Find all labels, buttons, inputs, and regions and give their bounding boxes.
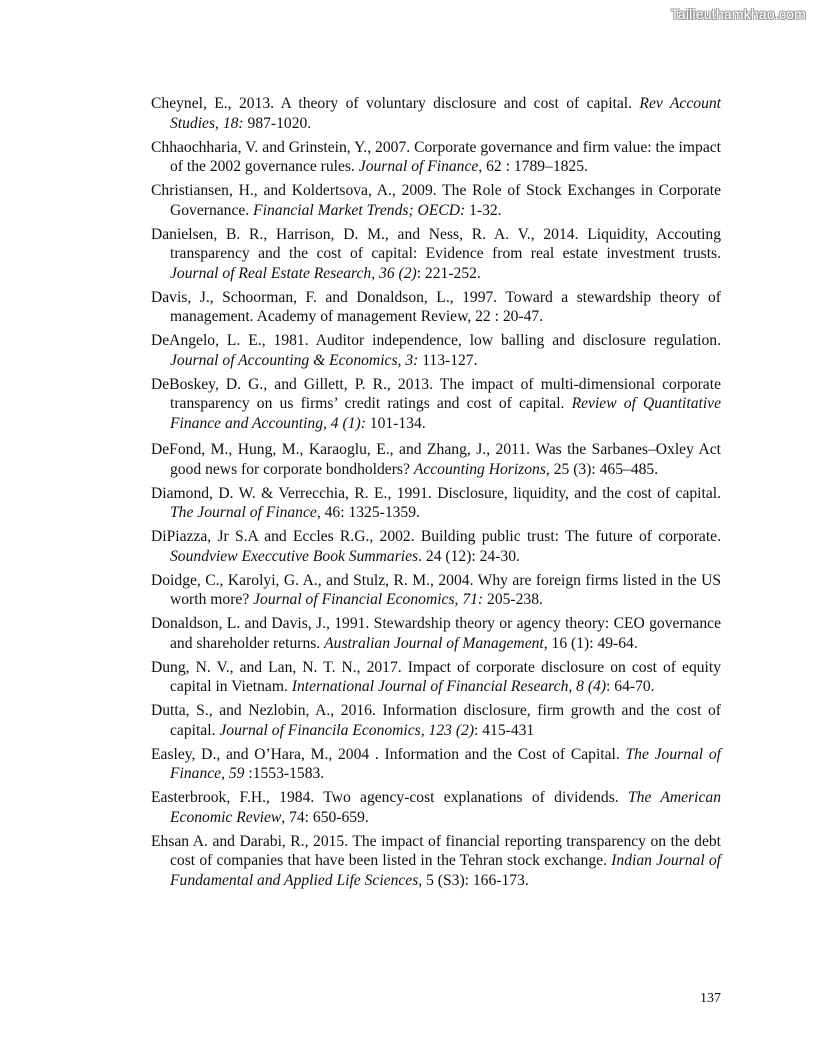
reference-source-italic: Australian Journal of Management [324,634,544,652]
reference-entry [151,527,721,566]
reference-source-italic: Journal of Financila Economics, 123 (2) [219,721,475,739]
reference-source-italic: Journal of Financial Economics, 71: [253,591,484,608]
reference-entry [151,701,721,740]
reference-list [151,94,721,895]
reference-text: Davis, J., Schoorman, F. and Donaldson, L., 1997. Toward a stewardship theory of management. Academy of management Review, 22 : 20-47. [151,288,721,325]
reference-entry [151,331,721,370]
reference-text: , 62 : 1789–1825. [478,158,588,175]
reference-entry [151,658,721,697]
reference-source-italic: Journal of Real Estate Research, 36 (2) [170,264,417,282]
reference-text: . 24 (12): 24-30. [418,547,520,565]
reference-text: Easley, D., and O’Hara, M., 2004 . Information and the Cost of Capital. [151,745,626,763]
reference-text: Cheynel, E., 2013. A theory of voluntary disclosure and cost of capital. [151,95,640,112]
reference-entry [151,571,721,610]
reference-entry [151,288,721,327]
reference-source-italic: Financial Market Trends; OECD: [253,201,466,219]
reference-entry [151,138,721,177]
page-number: 137 [700,991,721,1006]
reference-entry [151,94,721,133]
reference-text: : 415-431 [474,721,535,739]
reference-entry [151,832,721,891]
reference-text: Donaldson, L. and Davis, J., 1991. Stewardship theory or agency theory: CEO governance and shareholder returns. [151,615,721,652]
reference-text: Dung, N. V., and Lan, N. T. N., 2017. Impact of corporate disclosure on cost of equity capital in Vietnam. [151,658,721,695]
reference-entry [151,614,721,653]
reference-entry [151,484,721,523]
watermark: Tailieuthamkhao.com [670,6,806,22]
reference-text: Diamond, D. W. & Verrecchia, R. E., 1991. Disclosure, liquidity, and the cost of capital. [151,484,721,502]
reference-source-italic: Journal of Finance [358,158,479,175]
reference-source-italic: The Journal of Finance, 59 [170,745,721,782]
reference-entry [151,745,721,784]
reference-text: , 46: 1325-1359. [316,504,420,521]
reference-entry [151,181,721,220]
reference-text: Doidge, C., Karolyi, G. A., and Stulz, R. M., 2004. Why are foreign firms listed in the US worth more? [151,571,721,608]
reference-source-italic: Journal of Accounting & Economics, 3: [170,351,419,369]
reference-text: Christiansen, H., and Koldertsova, A., 2009. The Role of Stock Exchanges in Corporate Governance. [151,182,721,219]
reference-text: 101-134. [365,414,426,432]
reference-text: Ehsan A. and Darabi, R., 2015. The impact of financial reporting transparency on the debt cost of companies that have been listed in the Tehran stock exchange. [151,832,721,869]
reference-source-italic: Indian Journal of Fundamental and Applied Life Sciences [170,852,722,889]
reference-entry [151,375,721,434]
reference-text: , 74: 650-659. [281,808,369,826]
reference-text: DeAngelo, L. E., 1981. Auditor independence, low balling and disclosure regulation. [151,332,721,349]
reference-text: 205-238. [483,591,543,608]
reference-text: DiPiazza, Jr S.A and Eccles R.G., 2002. Building public trust: The future of corporate. [151,528,721,545]
reference-source-italic: The American Economic Review [170,789,721,826]
reference-text: Danielsen, B. R., Harrison, D. M., and Ness, R. A. V., 2014. Liquidity, Accouting transparency and the cost of capital: Evidence from real estate investment trusts. [151,225,721,262]
reference-text: : 64-70. [606,678,655,695]
reference-text: Easterbrook, F.H., 1984. Two agency-cost explanations of dividends. [151,789,628,806]
reference-source-italic: Rev Account Studies, 18: [170,95,721,132]
reference-text: DeFond, M., Hung, M., Karaoglu, E., and Zhang, J., 2011. Was the Sarbanes–Oxley Act good news for corporate bondholders? [151,441,721,478]
reference-text: 113-127. [418,351,478,369]
reference-text: 987-1020. [243,114,312,132]
reference-text: : 221-252. [416,264,481,282]
reference-text: 25 (3): 465–485. [549,460,659,478]
reference-text: , 5 (S3): 166-173. [418,871,529,889]
reference-source-italic: The Journal of Finance [170,504,317,521]
reference-entry [151,788,721,827]
reference-text: Dutta, S., and Nezlobin, A., 2016. Information disclosure, firm growth and the cost of capital. [151,702,721,739]
reference-source-italic: Soundview Execcutive Book Summaries [170,547,419,565]
reference-text: , 16 (1): 49-64. [543,634,638,652]
reference-source-italic: Accounting Horizons, [413,460,550,478]
reference-text: :1553-1583. [244,765,325,782]
reference-source-italic: International Journal of Financial Research, 8 (4) [291,678,607,695]
reference-entry [151,225,721,284]
reference-entry [151,440,721,479]
reference-text: Chhaochharia, V. and Grinstein, Y., 2007. Corporate governance and firm value: the impact of the 2002 governance rules. [151,138,721,175]
reference-text: 1-32. [465,201,502,219]
reference-text: DeBoskey, D. G., and Gillett, P. R., 2013. The impact of multi-dimensional corporate transparency on us firms’ credit ratings and cost of capital. [151,375,721,412]
reference-source-italic: Review of Quantitative Finance and Accounting, 4 (1): [170,395,721,432]
